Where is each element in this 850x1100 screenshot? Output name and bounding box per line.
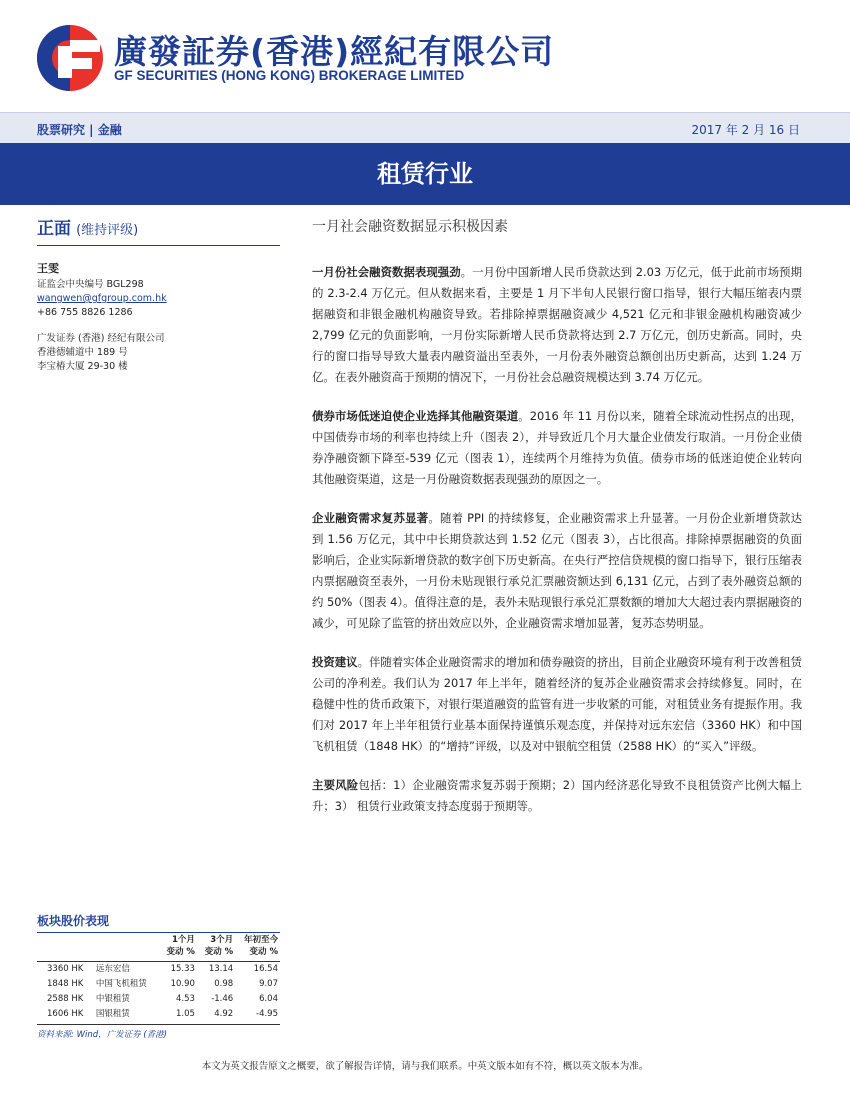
paragraph-text: 。伴随着实体企业融资需求的增加和债券融资的挤出，目前企业融资环境有利于改善租赁公司的净利差。我们认为 2017 年上半年，随着经济的复苏企业融资需求会持续修复。同时，在稳健中性的货币政策下，对银行渠道融资的监管有进一步收紧的可能，对租赁业务有提振作用。我们对 2017 年上半年租赁行业基本面保持谨慎乐观态度，并保持对远东宏信（3360 HK）和中国飞机租赁（1848 HK）的“增持”评级，以及对中银航空租赁（2588 HK）的“买入”评级。 <box>312 655 802 753</box>
table-row <box>37 1007 280 1025</box>
table-row <box>37 992 280 1007</box>
paragraph-bond-market <box>312 406 802 490</box>
company-address-line2: 李宝椿大厦 29-30 楼 <box>37 361 128 372</box>
change-1m: 15.33 <box>170 964 195 974</box>
stock-code: 1606 HK <box>37 1007 94 1025</box>
change-ytd: 16.54 <box>253 964 278 974</box>
analyst-email-link[interactable]: wangwen@gfgroup.com.hk <box>37 293 167 304</box>
analyst-name: 王雯 <box>37 262 59 275</box>
stock-code: 2588 HK <box>47 994 84 1004</box>
col-3m-header: 3个月 <box>210 935 234 945</box>
report-subtitle: 一月社会融资数据显示积极因素 <box>312 219 508 235</box>
rating-value: 正面 <box>37 219 71 239</box>
change-3m: 0.98 <box>214 979 234 989</box>
change-1m: 4.53 <box>176 994 195 1004</box>
change-ytd: 6.04 <box>259 994 278 1004</box>
company-name: 广发证券 (香港) 经纪有限公司 <box>37 333 165 344</box>
report-body <box>312 262 802 835</box>
paragraph-lead: 一月份社会融资数据表现强劲 <box>312 265 461 279</box>
data-source-note: 资料来源: Wind，广发证券 (香港) <box>37 1030 167 1040</box>
paragraph-text: 。一月份中国新增人民币贷款达到 2.03 万亿元，低于此前市场预期的 2.3-2.4 万亿元。但从数据来看，主要是 1 月下半旬人民银行窗口指导，银行大幅压缩表内票据融资和非银金融机构融资导致。若排除掉票据融资减少 4,521 亿元和非银金融机构融资减少 2,799 亿元的负面影响，一月份实际新增人民币贷款将达到 2.7 万亿元，创历史新高。同时，央行的窗口指导导致大量表内融资溢出至表外，一月份表外融资总额创出历史新高，达到 1.24 万亿。在表外融资高于预期的情况下，一月份社会总融资规模达到 3.74 万亿元。 <box>312 265 802 384</box>
change-3m: 13.14 <box>208 964 234 974</box>
change-ytd: -4.95 <box>235 1007 280 1025</box>
table-row <box>37 962 280 978</box>
col-ytd-unit: 变动 % <box>235 946 280 962</box>
paragraph-lead: 债券市场低迷迫使企业选择其他融资渠道 <box>312 409 519 423</box>
rating-note: (维持评级) <box>76 223 139 238</box>
change-3m: 4.92 <box>197 1007 235 1025</box>
paragraph-corporate-demand <box>312 508 802 634</box>
performance-table <box>37 934 280 1025</box>
table-row <box>37 977 280 992</box>
performance-title: 板块股价表现 <box>37 912 280 933</box>
analyst-info <box>37 262 167 374</box>
change-ytd: 9.07 <box>259 979 278 989</box>
paragraph-text: 包括：1）企业融资需求复苏弱于预期；2）国内经济恶化导致不良租赁资产比例大幅上升；3） 租赁行业政策支持态度弱于预期等。 <box>312 778 802 813</box>
change-3m: -1.46 <box>211 994 234 1004</box>
paragraph-social-financing <box>312 262 802 388</box>
stock-name: 中国飞机租赁 <box>95 979 147 989</box>
col-ytd-header: 年初至今 <box>243 935 278 945</box>
stock-code: 3360 HK <box>47 964 84 974</box>
paragraph-text: 。随着 PPI 的持续修复，企业融资需求上升显著。一月份企业新增贷款达到 1.56 万亿元，其中中长期贷款达到 1.52 亿元（图表 3），占比很高。排除掉票据融资的负面影响后，企业实际新增贷款的数字创下历史新高。在央行严控信贷规模的窗口指导下，银行压缩表内票据融资至表外，一月份未贴现银行承兑汇票融资额达到 6,131 亿元，占到了表外融资总额的约 50%（图表 4）。值得注意的是，表外未贴现银行承兑汇票数额的增加大大超过表内票据融资的减少，可见除了监管的挤出效应以外，企业融资需求增加显著，复苏态势明显。 <box>312 511 802 630</box>
company-address-line1: 香港德辅道中 189 号 <box>37 347 128 358</box>
col-3m-unit: 变动 % <box>197 946 235 962</box>
change-1m: 10.90 <box>170 979 195 989</box>
brand-name-cn: 廣發証券(香港)經紀有限公司 <box>114 32 555 71</box>
paragraph-text: 。2016 年 11 月份以来，随着全球流动性拐点的出现，中国债券市场的利率也持续上升（图表 2），并导致近几个月大量企业债发行取消。一月份企业债券净融资额下降至-539 亿元（图表 1），连续两个月维持为负值。债券市场的低迷迫使企业转向其他融资渠道，这是一月份融资数据表现强劲的原因之一。 <box>312 409 802 486</box>
stock-code: 1848 HK <box>47 979 84 989</box>
industry-banner: 租赁行业 <box>0 143 850 205</box>
gf-logo-icon <box>36 24 104 92</box>
analyst-phone: +86 755 8826 1286 <box>37 307 133 318</box>
report-category: 股票研究 | 金融 <box>37 123 122 137</box>
col-1m-unit: 变动 % <box>159 946 197 962</box>
report-date: 2017 年 2 月 16 日 <box>691 123 800 137</box>
change-1m: 1.05 <box>159 1007 197 1025</box>
info-bar <box>0 113 850 143</box>
paragraph-lead: 企业融资需求复苏显著 <box>312 511 429 525</box>
stock-name: 国银租赁 <box>94 1007 159 1025</box>
paragraph-lead: 主要风险 <box>312 778 359 792</box>
footer-disclaimer: 本文为英文报告原文之概要，欲了解报告详情，请与我们联系。中英文版本如有不符，概以英文版本为准。 <box>201 1061 649 1072</box>
rating-block <box>37 214 280 246</box>
stock-name: 中银租赁 <box>95 994 130 1004</box>
paragraph-investment-advice <box>312 652 802 757</box>
paragraph-key-risks <box>312 775 802 817</box>
col-1m-header: 1个月 <box>172 935 195 945</box>
paragraph-lead: 投资建议 <box>312 655 358 669</box>
brand-name-en: GF SECURITIES (HONG KONG) BROKERAGE LIMITED <box>114 68 465 83</box>
analyst-license: 证监会中央编号 BGL298 <box>37 279 144 290</box>
stock-name: 远东宏信 <box>95 964 130 974</box>
